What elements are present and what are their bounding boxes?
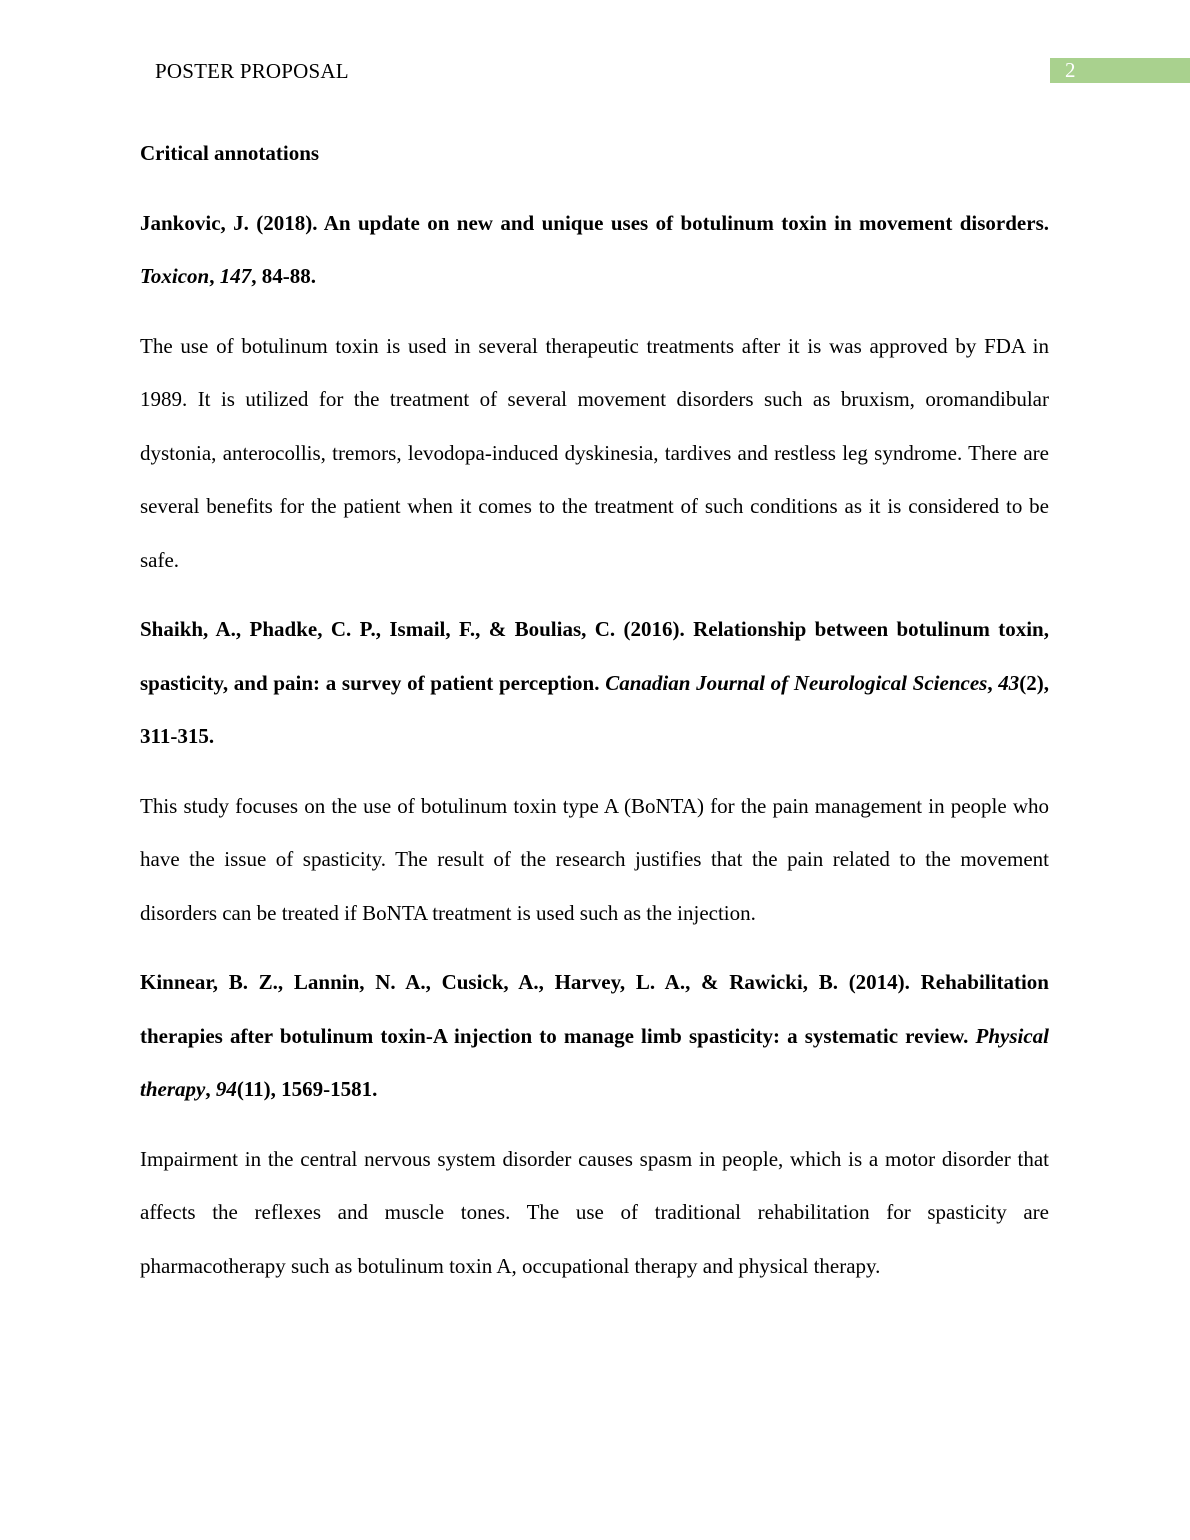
citation-authors-title: Kinnear, B. Z., Lannin, N. A., Cusick, A., Harvey, L. A., & Rawicki, B. (2014). Rehabilitation therapies after botulinum toxin-A injection to manage limb spasticity: a systematic review. [140, 970, 1049, 1048]
page-number-bar [1050, 58, 1190, 83]
citation-journal: Physical therapy [140, 1023, 1050, 1101]
citation-kinnear-2014: Kinnear, B. Z., Lannin, N. A., Cusick, A., Harvey, L. A., & Rawicki, B. (2014). Rehabilitation therapies after botulinum toxin-A injection to manage limb spasticity: a systematic review. Physical therapy, 94(11), 1569-1581. [140, 970, 1050, 1101]
citation-journal: Toxicon [140, 264, 210, 288]
citation-journal: Canadian Journal of Neurological Sciences [605, 670, 988, 695]
running-head-title: POSTER PROPOSAL [155, 59, 349, 83]
citation-issue-pages: (11), 1569-1581. [236, 1077, 378, 1101]
document-body [140, 127, 1049, 1293]
annotation-jankovic-2018: The use of botulinum toxin is used in several therapeutic treatments after it is was approved by FDA in 1989. It is utilized for the treatment of several movement disorders such as bruxism, oromandibular dystonia, anterocollis, tremors, levodopa-induced dyskinesia, tardives and restless leg syndrome. There are several benefits for the patient when it comes to the treatment of such conditions as it is considered to be safe. [140, 333, 1049, 572]
citation-issue-pages: , 84-88. [251, 264, 316, 288]
citation-authors-title: Jankovic, J. (2018). An update on new and unique uses of botulinum toxin in movement disorders. [140, 210, 1049, 235]
citation-volume: 43 [998, 670, 1020, 695]
annotation-kinnear-2014: Impairment in the central nervous system disorder causes spasm in people, which is a motor disorder that affects the reflexes and muscle tones. The use of traditional rehabilitation for spasticity are pharmacotherapy such as botulinum toxin A, occupational therapy and physical therapy. [140, 1146, 1049, 1278]
citation-issue-pages: (2), 311-315. [140, 670, 1050, 748]
citation-authors-title: Shaikh, A., Phadke, C. P., Ismail, F., & Boulias, C. (2016). Relationship between botulinum toxin, spasticity, and pain: a survey of patient perception. [140, 617, 1049, 695]
citation-shaikh-2016: Shaikh, A., Phadke, C. P., Ismail, F., & Boulias, C. (2016). Relationship between botulinum toxin, spasticity, and pain: a survey of patient perception. Canadian Journal of Neurological Sciences, 43(2), 311-315. [140, 617, 1050, 748]
citation-volume: 147 [219, 264, 252, 288]
section-heading: Critical annotations [140, 141, 320, 165]
citation-jankovic-2018: Jankovic, J. (2018). An update on new and unique uses of botulinum toxin in movement disorders. Toxicon, 147, 84-88. [140, 210, 1049, 288]
annotation-shaikh-2016: This study focuses on the use of botulinum toxin type A (BoNTA) for the pain management in people who have the issue of spasticity. The result of the research justifies that the pain related to the movement disorders can be treated if BoNTA treatment is used such as the injection. [140, 793, 1049, 925]
page-number: 2 [1065, 58, 1076, 82]
citation-volume: 94 [215, 1077, 237, 1101]
